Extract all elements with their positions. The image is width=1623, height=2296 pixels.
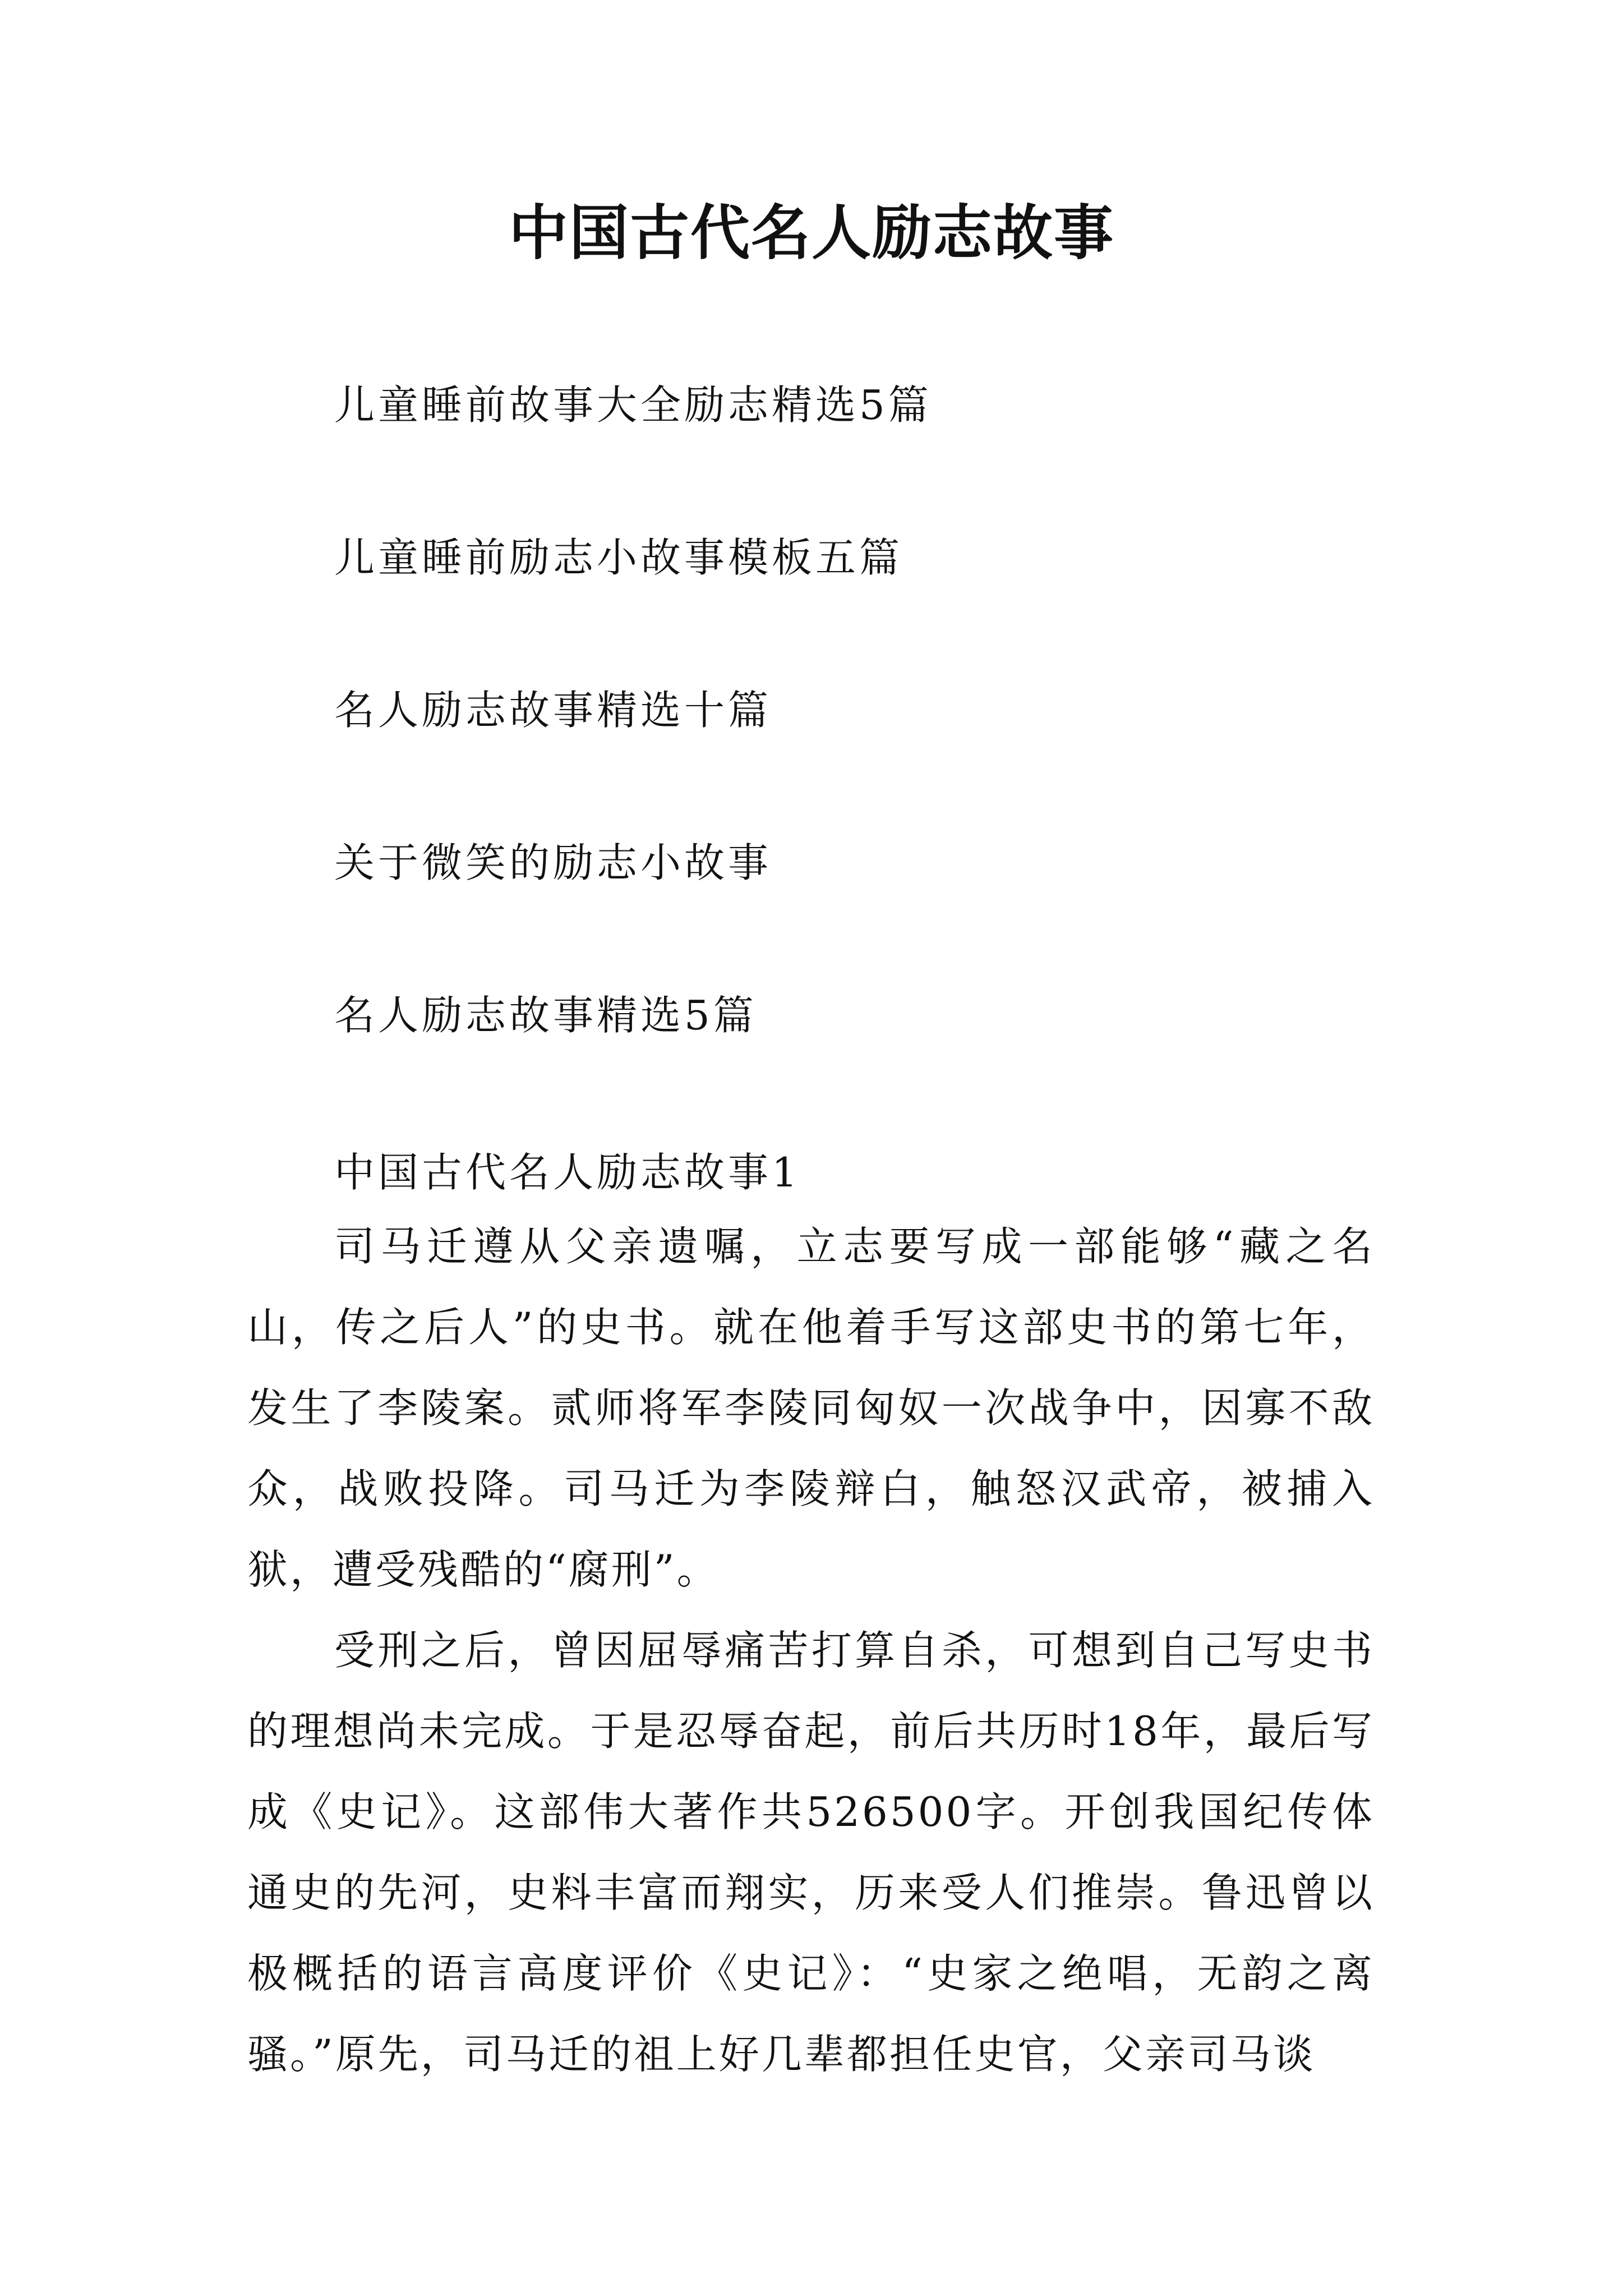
- section-heading: 中国古代名人励志故事1: [334, 1149, 801, 1196]
- related-article-item: 关于微笑的励志小故事: [334, 839, 772, 886]
- related-articles-list: [334, 377, 932, 1140]
- document-title: 中国古代名人励志故事: [509, 197, 1114, 268]
- related-article-item: 儿童睡前励志小故事模板五篇: [334, 534, 903, 581]
- related-article-item: 名人励志故事精选十篇: [334, 687, 772, 734]
- body-paragraph: 受刑之后，曾因屈辱痛苦打算自杀，可想到自己写史书的理想尚未完成。于是忍辱奋起，前后共历时18年，最后写成《史记》。这部伟大著作共526500字。开创我国纪传体通史的先河，史料丰富而翔实，历来受人们推崇。鲁迅曾以极概括的语言高度评价《史记》：“史家之绝唱，无韵之离骚。”原先，司马迁的祖上好几辈都担任史官，父亲司马谈: [247, 1627, 1375, 2078]
- related-article-item: 名人励志故事精选5篇: [334, 992, 757, 1039]
- body-paragraph: 司马迁遵从父亲遗嘱，立志要写成一部能够“藏之名山，传之后人”的史书。就在他着手写这部史书的第七年，发生了李陵案。贰师将军李陵同匈奴一次战争中，因寡不敌众，战败投降。司马迁为李陵辩白，触怒汉武帝，被捕入狱，遭受残酷的“腐刑”。: [247, 1223, 1375, 1593]
- related-article-item: 儿童睡前故事大全励志精选5篇: [334, 381, 932, 429]
